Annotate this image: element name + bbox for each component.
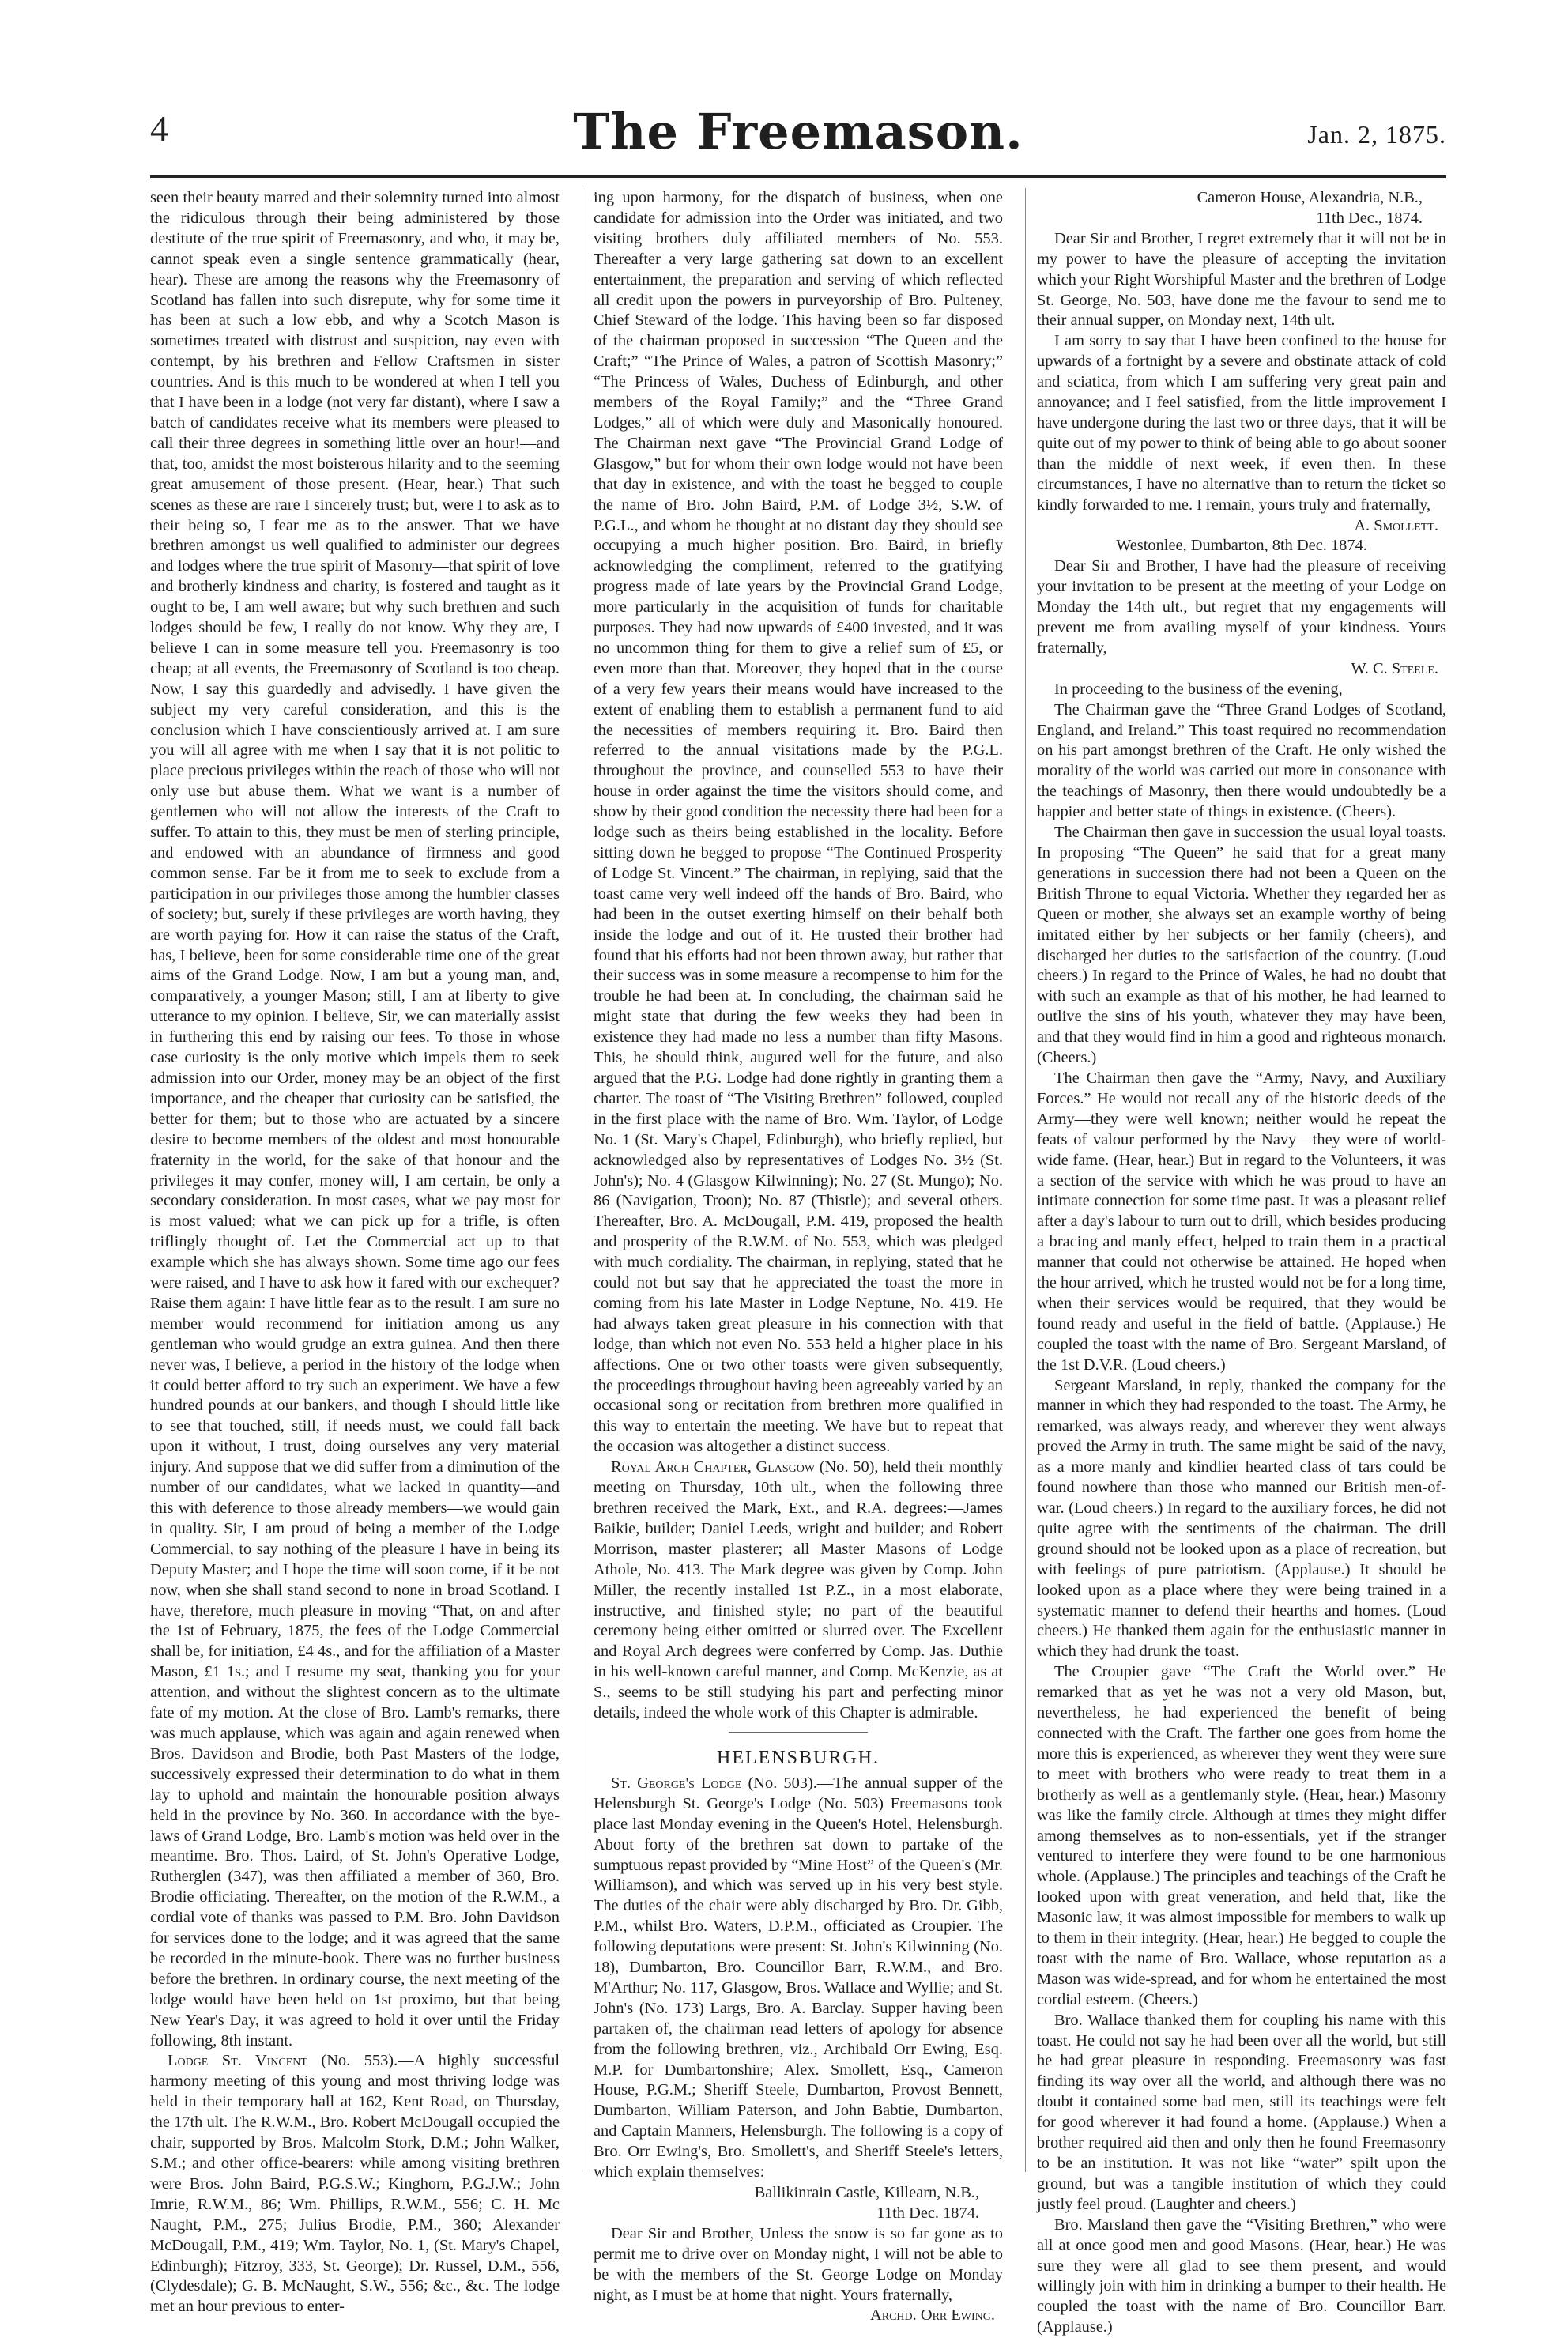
- paragraph: Bro. Marsland then gave the “Visiting Brethren,” who were all at once good men and good Masons. (Hear, hear.) He was sure they were all glad to see them present, and would willingly join with him in drinking a bumper to their health. He coupled the toast with the name of Bro. Councillor Barr. (Applause.): [1037, 2215, 1446, 2336]
- paragraph: Bro. Wallace thanked them for coupling his name with this toast. He could not say he had been over all the world, but still he had great pleasure in responding. Freemasonry was fast finding its way over all the world, and although there was no doubt it contained some bad men, still its teachings were felt for good wherever it had found a home. (Applause.) When a brother required aid then and only then he found Freemasonry to be an institution. It was not like “water” spilt upon the ground, but was a tangible institution of which they could justly feel proud. (Laughter and cheers.): [1037, 2011, 1446, 2213]
- lead-in: St. George's Lodge: [611, 1774, 742, 1792]
- column-3: [1025, 188, 1446, 2336]
- issue-date: Jan. 2, 1875.: [1307, 120, 1446, 149]
- letter-place: Cameron House, Alexandria, N.B.,: [1197, 189, 1423, 206]
- paragraph: In proceeding to the business of the evening,: [1054, 680, 1343, 698]
- paragraph: The Chairman gave the “Three Grand Lodges of Scotland, England, and Ireland.” This toast required no recommendation on his part amongst brethren of the Craft. He only wished the morality of the world was carried out more in consonance with the teachings of Masonry, then there would undoubtedly be a happier and better state of things in existence. (Cheers).: [1037, 700, 1446, 821]
- article-columns: [150, 188, 1446, 2336]
- masthead: [150, 103, 1446, 169]
- letter-signature: W. C. Steele.: [1351, 659, 1438, 677]
- paragraph: [150, 2051, 560, 2317]
- letter-body: Dear Sir and Brother, I regret extremely that it will not be in my power to have the pleasure of accepting the invitation which your Right Worshipful Master and the brethren of Lodge St. George, No. 503, have done me the favour to send me to their annual supper, on Monday next, 14th ult.: [1037, 229, 1446, 330]
- masthead-rule: [150, 175, 1446, 178]
- section-divider: [729, 1732, 868, 1733]
- column-2: [582, 188, 1003, 2325]
- letter-body: I am sorry to say that I have been confined to the house for upwards of a fortnight by a severe and obstinate attack of cold and sciatica, from which I am suffering very great pain and annoyance; and I feel satisfied, from the little improvement I have undergone during the last two or three days, that it will be quite out of my power to think of being able to go about sooner than the middle of next week, if even then. In these circumstances, I have no alternative than to return the ticket so kindly forwarded to me. I remain, yours truly and fraternally,: [1037, 332, 1446, 514]
- paragraph-text: (No. 50), held their monthly meeting on Thursday, 10th ult., when the following three brethren received the Mark, Ext., and R.A. degrees:—James Baikie, builder; Daniel Leeds, wright and builder; and Robert Morrison, master plasterer; all Master Masons of Lodge Athole, No. 413. The Mark degree was given by Comp. John Miller, the recently installed 1st P.Z., in a most elaborate, instructive, and finished style; no part of the beautiful ceremony being either omitted or slurred over. The Excellent and Royal Arch degrees were conferred by Comp. Jas. Duthie in his well-known careful manner, and Comp. McKenzie, as at S., seems to be still studying his part and perfecting minor details, indeed the whole work of this Chapter is admirable.: [594, 1458, 1003, 1722]
- letter-dateline: Westonlee, Dumbarton, 8th Dec. 1874.: [1116, 537, 1367, 555]
- paragraph-text: (No. 553).—A highly successful harmony meeting of this young and most thriving lodge was held in their temporary hall at 162, Kent Road, on Thursday, the 17th ult. The R.W.M., Bro. Robert McDougall occupied the chair, supported by Bros. Malcolm Stork, D.M.; John Walker, S.M.; and other office-bearers: while among visiting brethren were Bros. John Baird, P.G.S.W.; Kinghorn, P.G.J.W.; John Imrie, R.W.M., 86; Wm. Phillips, R.W.M., 556; C. H. Mc Naught, P.M., 275; Julius Brodie, P.M., 360; Alexander McDougall, P.M., 419; Wm. Taylor, No. 1, (St. Mary's Chapel, Edinburgh); Fitzroy, 333, St. George); Dr. Russel, D.M., 556, (Clydesdale); G. B. McNaught, S.W., 556; &c., &c. The lodge met an hour previous to enter-: [150, 2052, 560, 2316]
- lead-in: Royal Arch Chapter, Glasgow: [611, 1458, 816, 1476]
- page-number: 4: [150, 108, 168, 149]
- letter-date: 11th Dec. 1874.: [876, 2204, 979, 2222]
- paragraph: [594, 1457, 1003, 1724]
- paragraph: seen their beauty marred and their solemnity turned into almost the ridiculous through their being administered by those destitute of the true spirit of Freemasonry, and who, it may be, cannot speak even a single sentence grammatically (hear, hear). These are among the reasons why the Freemasonry of Scotland has fallen into such disrepute, why for some time it has been at such a low ebb, and why a Scotch Mason is sometimes treated with distrust and suspicion, nay even with contempt, by his brethren and Fellow Craftsmen in sister countries. And is this much to be wondered at when I tell you that I have been in a lodge (not very far distant), where I saw a batch of candidates receive what its members were pleased to call their three degrees in something little over an hour!—and that, too, amidst the most boisterous hilarity and to the seeming great amusement of those present. (Hear, hear.) That such scenes as these are rare I sincerely trust; but, were I to ask as to their being so, I fear me as to the answer. That we have brethren amongst us well qualified to administer our degrees and lodges where the true spirit of Masonry—that spirit of love and brotherly kindness and charity, is fostered and taught as it ought to be, I am well aware; but why such brethren and such lodges should be few, I really do not know. Why they are, I believe I can in some measure tell you. Freemasonry is too cheap; at all events, the Freemasonry of Scotland is too cheap. Now, I say this guardedly and advisedly. I have given the subject my very careful consideration, and this is the conclusion which I have conscientiously arrived at. I am sure you will all agree with me when I say that it is not politic to place precious privileges within the reach of those who will not only use but abuse them. What we want is a number of gentlemen who will not allow the interests of the Craft to suffer. To attain to this, they must be men of sterling principle, and endowed with an abundance of firmness and good common sense. Far be it from me to seek to exclude from a participation in our privileges those among the humbler classes of society; but, surely if these privileges are worth having, they are worth paying for. How it can raise the status of the Craft, has, I believe, been for some considerable time one of the great aims of the Grand Lodge. Now, I am but a young man, and, comparatively, a younger Mason; still, I am at liberty to give utterance to my opinion. I believe, Sir, we can materially assist in furthering this end by raising our fees. To those in whose case curiosity is the only motive which impels them to seek admission into our Order, money may be an object of the first importance, and the cheaper that curiosity can be satisfied, the better for them; but to those who are actuated by a sincere desire to become members of the oldest and most honourable fraternity in the world, for the sake of that honour and the privileges it may confer, money will, I am certain, be only a secondary consideration. In most cases, what we pay most for is most valued; what we can pick up for a trifle, is often triflingly thought of. Let the Commercial act up to that example which she has always shown. Some time ago our fees were raised, and I have to ask how it fared with our exchequer? Raise them again: I have little fear as to the result. I am sure no member would recommend for initiation among us any gentleman who would grudge an extra guinea. And then there never was, I believe, a period in the history of the lodge when it could better afford to try such an experiment. We have a few hundred pounds at our bankers, and though I should little like to see that touched, still, if needs must, we could fall back upon it without, I trust, doing ourselves any very material injury. And suppose that we did suffer from a diminution of the number of our candidates, what we lacked in quantity—and this with deference to those already members—we would gain in quality. Sir, I am proud of being a member of the Lodge Commercial, to say nothing of the pleasure I have in being its Deputy Master; and I hope the time will soon come, if it be not now, when she shall stand second to none in broad Scotland. I have, therefore, much pleasure in moving “That, on and after the 1st of February, 1875, the fees of the Lodge Commercial shall be, for initiation, £4 4s., and for the affiliation of a Master Mason, £1 1s.; and I resume my seat, thanking you for your attention, and without the slightest concern as to the ultimate fate of my motion. At the close of Bro. Lamb's remarks, there was much applause, which was again and again renewed when Bros. Davidson and Brodie, both Past Masters of the lodge, successively expressed their determination to do what in them lay to uphold and maintain the honourable position always held in the province by No. 360. In accordance with the bye-laws of Grand Lodge, Bro. Lamb's motion was held over in the meantime. Bro. Thos. Laird, of St. John's Operative Lodge, Rutherglen (347), was then affiliated a member of 360, Bro. Brodie officiating. Thereafter, on the motion of the R.W.M., a cordial vote of thanks was passed to P.M. Bro. John Davidson for services done to the lodge; and it was agreed that the same be recorded in the minute-book. There was no further business before the brethren. In ordinary course, the next meeting of the lodge would have been held on 1st proximo, but that being New Year's Day, it was agreed to hold it over until the Friday following, 8th instant.: [150, 189, 560, 2050]
- paragraph: The Chairman then gave in succession the usual loyal toasts. In proposing “The Queen” he said that for a great many generations in succession there had not been a Queen on the British Throne to equal Victoria. Whether they regarded her as Queen or mother, she always set an example worthy of being imitated either by her subjects or her family (cheers), and discharged her duties to the satisfaction of the country. (Loud cheers.) In regard to the Prince of Wales, he had no doubt that with such an example as that of his mother, he had learned to outlive the sins of his youth, whatever they may have been, and that they would find in him a good and righteous monarch. (Cheers.): [1037, 824, 1446, 1067]
- paragraph: [594, 1774, 1003, 2183]
- letter-signature: A. Smollett.: [1354, 516, 1438, 534]
- column-1: [150, 188, 560, 2316]
- letter-date: 11th Dec., 1874.: [1316, 209, 1423, 227]
- newspaper-title: The Freemason.: [573, 103, 1023, 160]
- letter-signature: Archd. Orr Ewing.: [870, 2306, 995, 2325]
- letter-place: Ballikinrain Castle, Killearn, N.B.,: [754, 2184, 979, 2201]
- paragraph: ing upon harmony, for the dispatch of business, when one candidate for admission into the Order was initiated, and two visiting brothers duly affiliated members of No. 553. Thereafter a very large gathering sat down to an excellent entertainment, the preparation and serving of which reflected all credit upon the powers in purveyorship of Bro. Pulteney, Chief Steward of the lodge. This having been so far disposed of the chairman proposed in succession “The Queen and the Craft;” “The Prince of Wales, a patron of Scottish Masonry;” “The Princess of Wales, Duchess of Edinburgh, and other members of the Royal Family;” and the “Three Grand Lodges,” all of which were duly and Masonically honoured. The Chairman next gave “The Provincial Grand Lodge of Glasgow,” but for whom their own lodge would not have been that day in existence, and with the toast he begged to couple the name of Bro. John Baird, P.M. of Lodge 3½, S.W. of P.G.L., and whom he thought at no distant day they should see occupying a much higher position. Bro. Baird, in briefly acknowledging the compliment, referred to the gratifying progress made of late years by the Provincial Grand Lodge, more particularly in the acquisition of funds for charitable purposes. They had now upwards of £400 invested, and it was no uncommon thing for them to give a relief sum of £5, or even more than that. Moreover, they hoped that in the course of a very few years their means would have increased to the extent of enabling them to establish a permanent fund to aid the necessities of members requiring it. Bro. Baird then referred to the annual visitations made by the P.G.L. throughout the province, and counselled 553 to have their house in order against the time the visitors should come, and show by their good condition the necessity there had been for a lodge such as theirs being established in the locality. Before sitting down he begged to propose “The Continued Prosperity of Lodge St. Vincent.” The chairman, in replying, said that the toast came very well indeed off the hands of Bro. Baird, who had been in the outset exerting himself on their behalf both inside the lodge and out of it. He trusted their brother had found that his efforts had not been thrown away, but rather that their success was in some measure a recompense to him for the trouble he had been at. In concluding, the chairman said he might state that during the few weeks they had been in existence they had made no less a number than fifty Masons. This, he should think, augured well for the future, and also argued that the P.G. Lodge had done rightly in granting them a charter. The toast of “The Visiting Brethren” followed, coupled in the first place with the name of Bro. Wm. Taylor, of Lodge No. 1 (St. Mary's Chapel, Edinburgh), who briefly replied, but acknowledged also by representatives of Lodges No. 3½ (St. John's); No. 4 (Glasgow Kilwinning); No. 27 (St. Mungo); No. 86 (Navigation, Troon); No. 87 (Thistle); and several others. Thereafter, Bro. A. McDougall, P.M. 419, proposed the health and prosperity of the R.W.M. of No. 553, which was pledged with much cordiality. The chairman, in replying, stated that he could not but say that he appreciated the toast the more in coming from his late Master in Lodge Neptune, No. 419. He had always taken great pleasure in his connection with that lodge, than which not even No. 553 held a higher place in his affections. One or two other toasts were given subsequently, the proceedings throughout having been agreeably varied by an occasional song or recitation from brethren more qualified in this way to entertain the meeting. We have but to repeat that the occasion was altogether a distinct success.: [594, 189, 1003, 1456]
- letter-body: Dear Sir and Brother, Unless the snow is so far gone as to permit me to drive over on Monday night, I will not be able to be with the members of the St. George Lodge on Monday night, as I must be at home that night. Yours fraternally,: [594, 2224, 1003, 2304]
- section-heading: HELENSBURGH.: [716, 1747, 880, 1768]
- paragraph: Sergeant Marsland, in reply, thanked the company for the manner in which they had responded to the toast. The Army, he remarked, was always ready, and wherever they went always proved the Army in truth. The same might be said of the navy, as a more manly and kindlier hearted class of tars could be found nowhere than those who manned our British men-of-war. (Loud cheers.) In regard to the auxiliary forces, he did not quite agree with the sentiments of the chairman. The drill ground should not be looked upon as a place of recreation, but with feelings of pure patriotism. (Applause.) It should be looked upon as a place where they were being trained in a systematic manner to defend their hearths and homes. (Loud cheers.) He thanked them again for the enthusiastic manner in which they had drunk the toast.: [1037, 1376, 1446, 1661]
- letter-body: Dear Sir and Brother, I have had the pleasure of receiving your invitation to be present at the meeting of your Lodge on Monday the 14th ult., but regret that my engagements will prevent me from availing myself of your kindness. Yours fraternally,: [1037, 557, 1446, 657]
- lead-in: Lodge St. Vincent: [168, 2052, 307, 2070]
- paragraph: The Croupier gave “The Craft the World over.” He remarked that as yet he was not a very old Mason, but, nevertheless, he had experienced the benefit of being connected with the Craft. The farther one goes from home the more this is experienced, as wherever they went they were sure to meet with brothers who were ready to treat them in a brotherly as well as a gentlemanly style. (Hear, hear.) Masonry was like the family circle. Although at times they might differ among themselves as to non-essentials, yet if the stranger ventured to interfere they were found to be one harmonious whole. (Applause.) The principles and teachings of the Craft he looked upon with great veneration, and held that, like the Masonic law, it was almost impossible for members to walk up to them in their integrity. (Hear, hear.) He begged to couple the toast with the name of Bro. Wallace, whose reputation as a Mason was wide-spread, and for whom he entertained the most cordial esteem. (Cheers.): [1037, 1663, 1446, 2008]
- paragraph-text: (No. 503).—The annual supper of the Helensburgh St. George's Lodge (No. 503) Freemasons took place last Monday evening in the Queen's Hotel, Helensburgh. About forty of the brethren sat down to partake of the sumptuous repast provided by “Mine Host” of the Queen's (Mr. Williamson), and which was served up in his very best style. The duties of the chair were ably discharged by Bro. Dr. Gibb, P.M., whilst Bro. Waters, D.P.M., officiated as Croupier. The following deputations were present: St. John's Kilwinning (No. 18), Dumbarton, Bro. Councillor Barr, R.W.M., and Bro. M'Arthur; No. 117, Glasgow, Bros. Wallace and Wyllie; and St. John's (No. 173) Largs, Bro. A. Barclay. Supper having been partaken of, the chairman read letters of apology for absence from the following brethren, viz., Archibald Orr Ewing, Esq. M.P. for Dumbartonshire; Alex. Smollett, Esq., Cameron House, P.G.M.; Sheriff Steele, Dumbarton, Provost Bennett, Dumbarton, William Paterson, and John Babtie, Dumbarton, and Captain Manners, Helensburgh. The following is a copy of Bro. Orr Ewing's, Bro. Smollett's, and Sheriff Steele's letters, which explain themselves:: [594, 1774, 1003, 2182]
- paragraph: The Chairman then gave the “Army, Navy, and Auxiliary Forces.” He would not recall any of the historic deeds of the Army—they were well known; neither would he repeat the feats of valour performed by the Navy—they were of world-wide fame. (Hear, hear.) But in regard to the Volunteers, it was a section of the service with which he was proud to have an intimate connection for some time past. It was a pleasant relief after a day's labour to turn out to drill, which besides producing a bracing and manly effect, helped to train them in a practical manner that could not otherwise be attained. He hoped when the hour arrived, which he trusted would not be for a long time, when their services would be required, that they would be found ready and useful in the field of battle. (Applause.) He coupled the toast with the name of Bro. Sergeant Marsland, of the 1st D.V.R. (Loud cheers.): [1037, 1069, 1446, 1374]
